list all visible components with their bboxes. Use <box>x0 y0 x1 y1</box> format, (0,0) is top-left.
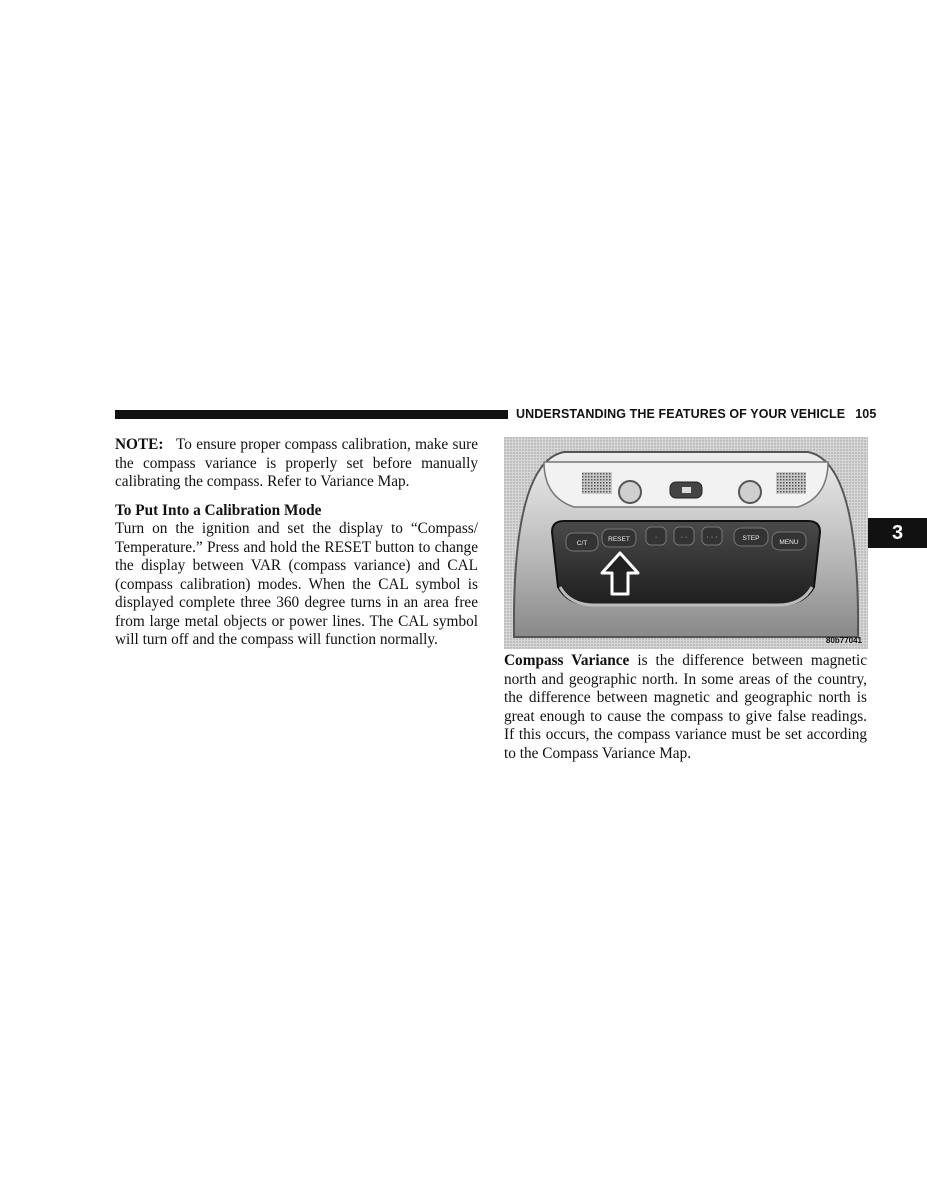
note-text: To ensure proper compass calibration, make sure the compass variance is properly set before manually calibrating the compass. Refer to Variance Map. <box>115 436 478 490</box>
console-illustration <box>504 437 868 649</box>
left-column <box>115 436 478 650</box>
section-title: UNDERSTANDING THE FEATURES OF YOUR VEHICLE <box>516 407 846 421</box>
button-label-step: STEP <box>742 535 760 542</box>
button-label-menu: MENU <box>779 539 799 546</box>
running-header <box>516 407 876 421</box>
note-paragraph <box>115 436 478 492</box>
note-label: NOTE: <box>115 436 164 453</box>
overhead-console-figure <box>504 437 868 649</box>
button-label-dot2: · · <box>680 534 688 541</box>
right-column <box>504 652 867 763</box>
button-label-dot1: · <box>654 534 658 541</box>
variance-paragraph <box>504 652 867 763</box>
body-paragraph: Turn on the ignition and set the display to “Compass/ Temperature.” Press and hold the RESET button to change the display between VAR (compass variance) and CAL (compass calibration) modes. When the CAL symbol is displayed complete three 360 degree turns in an area free from large metal objects or power lines. The CAL symbol will turn off and the compass will function normally. <box>115 520 478 648</box>
button-label-ct: C/T <box>576 540 588 547</box>
figure-code: 80b77041 <box>825 636 862 645</box>
variance-text: is the difference between magnetic north and geographic north. In some areas of the country, the difference between magnetic and geographic north is great enough to cause the compass to give false readings. If this occurs, the compass variance must be set according to the Compass Variance Map. <box>504 652 867 762</box>
button-label-dot3: · · · <box>706 534 718 541</box>
header-rule <box>115 410 508 419</box>
section-heading: To Put Into a Calibration Mode <box>115 501 322 519</box>
variance-term: Compass Variance <box>504 652 630 669</box>
page-number: 105 <box>855 407 877 421</box>
chapter-tab: 3 <box>868 518 927 548</box>
button-label-reset: RESET <box>608 536 630 543</box>
